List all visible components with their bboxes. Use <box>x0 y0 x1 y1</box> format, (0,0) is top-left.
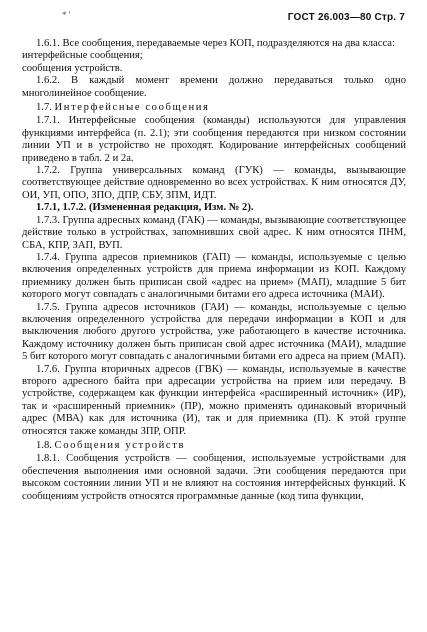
section-title: Интерфейсные сообщения <box>54 102 210 114</box>
list-item-device: сообщения устройств. <box>22 62 123 74</box>
page-header: ГОСТ 26.003—80 Стр. 7 <box>287 12 405 23</box>
scan-mark: * ' <box>62 10 71 20</box>
edition-note: 1.7.1, 1.7.2. (Измененная редакция, Изм. № 2). <box>36 202 254 214</box>
paragraph-1-7-2: 1.7.2. Группа универсальных команд (ГУК) — команды, вызывающие соответствующее действие одновременно во всех устройствах. К ним относятся ДУ, ОИ, УП, ОПО, ЗПО, ДПР, СБУ, ЗПМ, ИДТ. <box>22 165 406 201</box>
paragraph-1-7-3: 1.7.3. Группа адресных команд (ГАК) — команды, вызывающие соответствующее действие только в устройствах, запомнивших свой адрес. К ним относятся ПНМ, СБА, КПР, ЗАП, ВУП. <box>22 214 406 251</box>
section-number: 1.7. <box>36 102 55 114</box>
list-item-interface: интерфейсные сообщения; <box>22 50 143 62</box>
paragraph-1-8-1: 1.8.1. Сообщения устройств — сообщения, используемые устройствами для обеспечения выполнения ими основной задачи. Эти сообщения передаются при высоком состоянии линии УП и не влияют на состояния интерфейсных функций. К сообщениям устройств относятся программные данные (код типа функции, <box>22 453 406 502</box>
section-title: Сообщения устройств <box>54 440 186 451</box>
paragraph-1-7-6: 1.7.6. Группа вторичных адресов (ГВК) — команды, используемые в качестве второго адресного байта при адресации устройства на прием или передачу. В устройстве, содержащем как функции интерфейса «расширенный источник» (ИР), так и «расширенный приемник» (ПР), можно применять одинаковый вторичный адрес (МВА) как для источника (И), так и для приемника (П). К этой группе относятся также команды ЗПР, ОПР. <box>22 363 406 437</box>
section-number: 1.8. <box>36 440 55 451</box>
paragraph-1-7-4: 1.7.4. Группа адресов приемников (ГАП) — команды, используемые с целью включения определенных устройств для приема информации из КОП. Каждому приемнику должен быть приписан свой «адрес на прием» (МАП), младшие 5 бит которого могут совпадать с аналогичными битами его адреса источника (МАИ). <box>22 251 406 301</box>
document-body <box>22 38 406 503</box>
paragraph-1-6-2: 1.6.2. В каждый момент времени должно передаваться только одно многолинейное сообщение. <box>22 75 406 99</box>
section-heading-1-7 <box>22 102 406 114</box>
paragraph-1-7-1: 1.7.1. Интерфейсные сообщения (команды) используются для управления функциями интерфейса (п. 2.1); эти сообщения передаются при низком состоянии линии УП и в устройство не проходят. Кодирование интерфейсных сообщений приведено в табл. 2 и 2а. <box>22 115 406 164</box>
section-heading-1-8 <box>22 440 406 452</box>
paragraph-1-6-1: 1.6.1. Все сообщения, передаваемые через КОП, подразделяются на два класса: <box>36 38 395 49</box>
paragraph-1-7-5: 1.7.5. Группа адресов источников (ГАИ) — команды, используемые с целью включения определенного устройства для передачи информации в КОП и для выключения любого другого устройства, уже работающего в качестве источника. Каждому источнику должен быть приписан свой адрес источника (МАИ), младшие 5 бит которого могут совпадать с аналогичными битами его адреса на прием (МАП). <box>22 301 406 363</box>
